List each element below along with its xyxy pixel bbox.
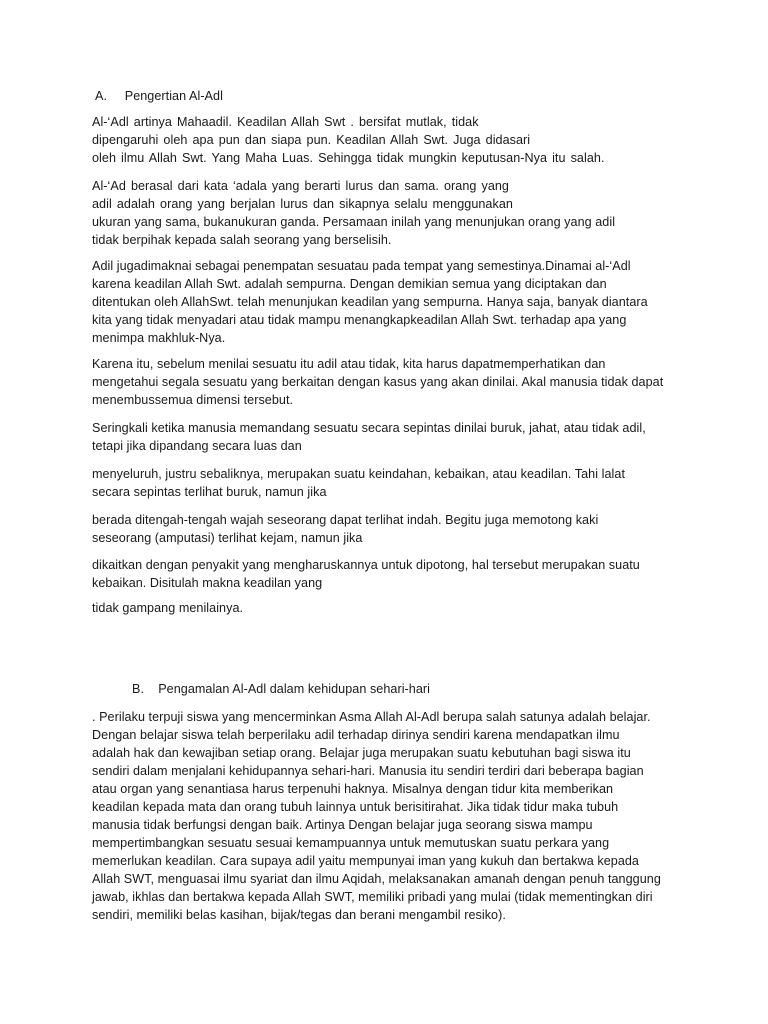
paragraph-line: mengetahui segala sesuatu yang berkaitan dengan kasus yang akan dinilai. Akal manusia tidak dapat bbox=[92, 375, 664, 389]
section-a-title: Pengertian Al-Adl bbox=[124, 89, 223, 103]
section-b-title: Pengamalan Al-Adl dalam kehidupan sehari-hari bbox=[158, 682, 430, 696]
section-b-heading bbox=[132, 680, 430, 698]
paragraph-line: sendiri, memiliki belas kasihan, bijak/tegas dan berani mengambil resiko). bbox=[92, 908, 506, 922]
section-a-heading bbox=[95, 87, 223, 105]
paragraph-line: dikaitkan dengan penyakit yang mengharuskannya untuk dipotong, hal tersebut merupakan suatu bbox=[92, 558, 640, 572]
paragraph-line: secara sepintas terlihat buruk, namun jika bbox=[92, 485, 327, 499]
paragraph-line: ditentukan oleh AllahSwt. telah menunjukan keadilan yang sempurna. Hanya saja, banyak diantara bbox=[92, 295, 648, 309]
paragraph-line: adil adalah orang yang berjalan lurus dan sikapnya selalu menggunakan bbox=[92, 197, 513, 211]
paragraph-line: dipengaruhi oleh apa pun dan siapa pun. Keadilan Allah Swt. Juga didasari bbox=[92, 133, 531, 147]
section-b-marker: B. bbox=[132, 682, 144, 696]
paragraph-line: menimpa makhluk-Nya. bbox=[92, 331, 226, 345]
paragraph-line: kebaikan. Disitulah makna keadilan yang bbox=[92, 576, 323, 590]
paragraph-line: Dengan belajar siswa telah berperilaku adil terhadap dirinya sendiri karena mendapatkan ilmu bbox=[92, 728, 620, 742]
paragraph-line: memerlukan keadilan. Cara supaya adil yaitu mempunyai iman yang kukuh dan bertakwa kepada bbox=[92, 854, 639, 868]
paragraph-line: keadilan kepada mata dan orang tubuh lainnya untuk berisitirahat. Jika tidak tidur maka tubuh bbox=[92, 800, 619, 814]
paragraph-line: Karena itu, sebelum menilai sesuatu itu adil atau tidak, kita harus dapatmemperhatikan dan bbox=[92, 357, 606, 371]
section-a-marker: A. bbox=[95, 89, 107, 103]
paragraph-line: menembussemua dimensi tersebut. bbox=[92, 393, 294, 407]
paragraph-line: Allah SWT, menguasai ilmu syariat dan ilmu Aqidah, melaksanakan amanah dengan penuh tanggung bbox=[92, 872, 661, 886]
paragraph-line: tetapi jika dipandang secara luas dan bbox=[92, 439, 302, 453]
paragraph-line: menyeluruh, justru sebaliknya, merupakan suatu keindahan, kebaikan, atau keadilan. Tahi lalat bbox=[92, 467, 625, 481]
paragraph-line: mempertimbangkan sesuatu sesuai kemampuannya untuk memutuskan suatu perkara yang bbox=[92, 836, 610, 850]
paragraph-line: sendiri dalam menjalani kehidupannya sehari-hari. Manusia itu sendiri terdiri dari beberapa bagian bbox=[92, 764, 644, 778]
paragraph-line: ukuran yang sama, bukanukuran ganda. Persamaan inilah yang menunjukan orang yang adil bbox=[92, 215, 616, 229]
paragraph-line: kita yang tidak menyadari atau tidak mampu menangkapkeadilan Allah Swt. terhadap apa yang bbox=[92, 313, 627, 327]
paragraph-line: Al-‘Adl artinya Mahaadil. Keadilan Allah Swt . bersifat mutlak, tidak bbox=[92, 115, 479, 129]
paragraph-line: tidak berpihak kepada salah seorang yang berselisih. bbox=[92, 233, 392, 247]
paragraph-line: jawab, ikhlas dan bertakwa kepada Allah SWT, memiliki pribadi yang mulai (tidak mementingkan diri bbox=[92, 890, 653, 904]
paragraph-line: seseorang (amputasi) terlihat kejam, namun jika bbox=[92, 531, 363, 545]
paragraph-line: adalah hak dan kewajiban setiap orang. Belajar juga merupakan suatu kebutuhan bagi siswa itu bbox=[92, 746, 631, 760]
paragraph-line: Adil jugadimaknai sebagai penempatan sesuatau pada tempat yang semestinya.Dinamai al-‘Adl bbox=[92, 259, 631, 273]
paragraph-line: Al-‘Ad berasal dari kata ‘adala yang berarti lurus dan sama. orang yang bbox=[92, 179, 509, 193]
paragraph-line: tidak gampang menilainya. bbox=[92, 601, 244, 615]
paragraph-line: manusia tidak berfungsi dengan baik. Artinya Dengan belajar juga seorang siswa mampu bbox=[92, 818, 593, 832]
paragraph-line: Seringkali ketika manusia memandang sesuatu secara sepintas dinilai buruk, jahat, atau tidak adil, bbox=[92, 421, 646, 435]
paragraph-line: oleh ilmu Allah Swt. Yang Maha Luas. Sehingga tidak mungkin keputusan-Nya itu salah. bbox=[92, 151, 605, 165]
paragraph-line: berada ditengah-tengah wajah seseorang dapat terlihat indah. Begitu juga memotong kaki bbox=[92, 513, 599, 527]
paragraph-line: karena keadilan Allah Swt. adalah sempurna. Dengan demikian semua yang diciptakan dan bbox=[92, 277, 607, 291]
paragraph-line: . Perilaku terpuji siswa yang mencerminkan Asma Allah Al-Adl berupa salah satunya adalah belajar. bbox=[92, 710, 651, 724]
paragraph-line: atau organ yang senantiasa harus terpenuhi haknya. Misalnya dengan tidur kita memberikan bbox=[92, 782, 614, 796]
